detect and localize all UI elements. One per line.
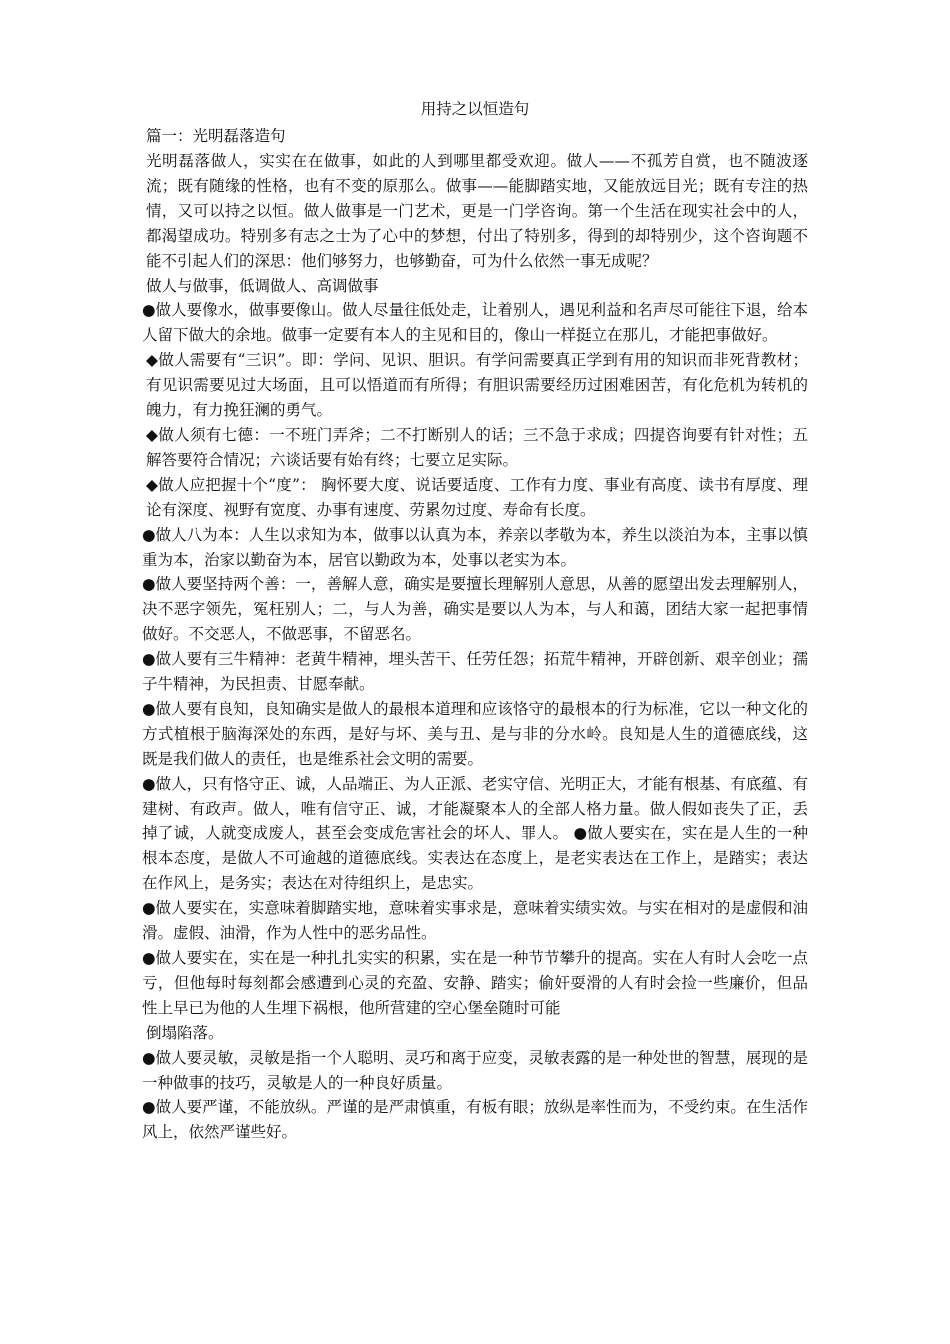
paragraph-seven-virtues: ◆做人须有七德：一不班门弄斧；二不打断别人的话；三不急于求成；四提咨询要有针对性；五解答要符合情况；六谈话要有始有终；七要立足实际。 [146, 425, 808, 469]
paragraph-water-mountain: ●做人要像水，做事要像山。做人尽量往低处走，让着别人，遇见利益和名声尽可能往下退，给本人留下做大的余地。做事一定要有本人的主见和目的，像山一样挺立在那儿，才能把事做好。 [142, 301, 808, 345]
document-page [142, 97, 808, 1145]
paragraph-three-ox: ●做人要有三牛精神：老黄牛精神，埋头苦干、任劳任怨；拓荒牛精神，开辟创新、艰辛创业；孺子牛精神，为民担责、甘愿奉献。 [142, 650, 808, 694]
paragraph-two-goods: ●做人要坚持两个善：一，善解人意，确实是要擅长理解别人意思，从善的愿望出发去理解别人，决不恶字领先，冤枉别人；二，与人为善，确实是要以人为本，与人和蔼，团结大家一起把事情做好。不交恶人，不做恶事，不留恶名。 [142, 575, 808, 644]
paragraph-conscience: ●做人要有良知，良知确实是做人的最根本道理和应该恪守的最根本的行为标准，它以一种文化的方式植根于脑海深处的东西，是好与坏、美与丑、是与非的分水岭。良知是人生的道德底线，这既是我们做人的责任，也是维系社会文明的需要。 [142, 699, 808, 768]
section-heading: 篇一：光明磊落造句 [146, 127, 286, 145]
paragraph-subheading: 做人与做事，低调做人、高调做事 [146, 276, 379, 295]
paragraph-integrity: ●做人，只有恪守正、诚，人品端正、为人正派、老实守信、光明正大，才能有根基、有底蕴、有建树、有政声。做人，唯有信守正、诚，才能凝聚本人的全部人格力量。做人假如丧失了正，丢掉了诚，人就变成废人，甚至会变成危害社会的坏人、罪人。 ●做人要实在，实在是人生的一种根本态度，是做人不可逾越的道德底线。实表达在态度上，是老实表达在工作上，是踏实；表达在作风上，是务实；表达在对待组织上，是忠实。 [142, 774, 808, 893]
paragraph-three-knowledge: ◆做人需要有“三识”。即：学问、见识、胆识。有学问需要真正学到有用的知识而非死背教材；有见识需要见过大场面，且可以悟道而有所得；有胆识需要经历过困难困苦，有化危机为转机的魄力，有力挽狂澜的勇气。 [146, 351, 808, 420]
paragraph-collapse: 倒塌陷落。 [146, 1023, 224, 1042]
paragraph-down-to-earth: ●做人要实在，实意味着脚踏实地，意味着实事求是，意味着实绩实效。与实在相对的是虚假和油滑。虚假、油滑，作为人性中的恶劣品性。 [142, 899, 808, 943]
paragraph-intro: 光明磊落做人，实实在在做事，如此的人到哪里都受欢迎。做人——不孤芳自赏，也不随波逐流；既有随缘的性格，也有不变的原那么。做事——能脚踏实地，又能放远目光；既有专注的热情，又可以持之以恒。做人做事是一门艺术，更是一门学咨询。第一个生活在现实社会中的人，都渴望成功。特别多有志之士为了心中的梦想，付出了特别多，得到的却特别少，这个咨询题不能不引起人们的深思：他们够努力，也够勤奋，可为什么依然一事无成呢？ [146, 152, 808, 270]
document-title: 用持之以恒造句 [420, 100, 530, 118]
paragraph-ten-degrees: ◆做人应把握十个“度”： 胸怀要大度、说话要适度、工作有力度、事业有高度、读书有厚度、理论有深度、视野有宽度、办事有速度、劳累勿过度、寿命有长度。 [146, 475, 808, 519]
paragraph-rigor: ●做人要严谨，不能放纵。严谨的是严肃慎重，有板有眼；放纵是率性而为，不受约束。在生活作风上，依然严谨些好。 [142, 1098, 808, 1142]
paragraph-eight-roots: ●做人八为本：人生以求知为本，做事以认真为本，养亲以孝敬为本，养生以淡泊为本，主事以慎重为本，治家以勤奋为本，居官以勤政为本，处事以老实为本。 [142, 525, 808, 569]
paragraph-agility: ●做人要灵敏，灵敏是指一个人聪明、灵巧和离于应变，灵敏表露的是一种处世的智慧，展现的是一种做事的技巧，灵敏是人的一种良好质量。 [142, 1048, 808, 1092]
paragraph-accumulation: ●做人要实在，实在是一种扎扎实实的积累，实在是一种节节攀升的提高。实在人有时人会吃一点亏，但他每时每刻都会感遭到心灵的充盈、安静、踏实；偷奸耍滑的人有时会捡一些廉价，但品性上早已为他的人生埋下祸根，他所营建的空心堡垒随时可能 [142, 949, 808, 1017]
